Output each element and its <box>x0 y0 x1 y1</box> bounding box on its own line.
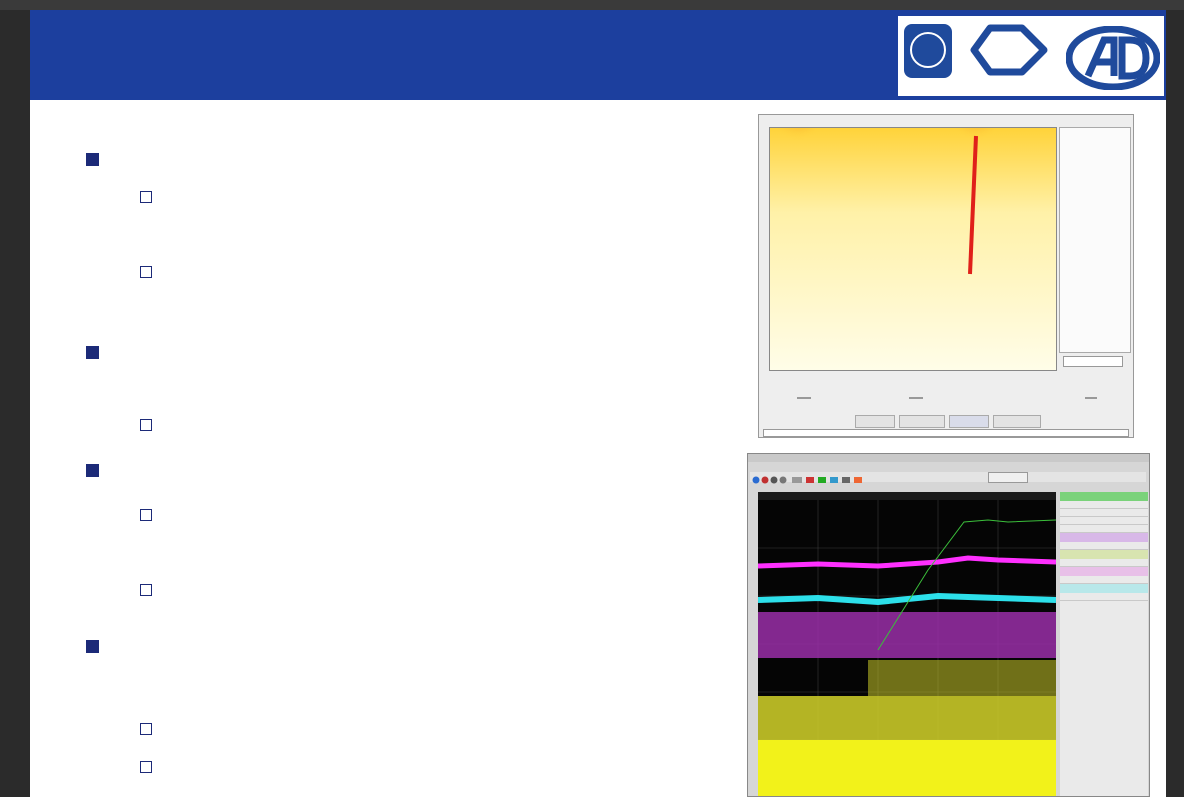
slide-header <box>30 10 1166 100</box>
update-button[interactable] <box>855 415 895 428</box>
screen-top-bar <box>0 0 1184 10</box>
unfreeze-button[interactable] <box>899 415 945 428</box>
m-field[interactable] <box>763 429 1129 437</box>
checkbox-bullet-icon <box>140 191 152 203</box>
freeze-button[interactable] <box>949 415 989 428</box>
scope-header <box>758 492 1056 500</box>
cern-logo <box>904 24 952 78</box>
presentation-slide <box>30 10 1166 797</box>
channel-row <box>1060 559 1148 567</box>
oasis-title <box>748 454 1150 462</box>
oasis-viewer-screenshot <box>747 453 1150 797</box>
channel-name[interactable] <box>1060 533 1148 542</box>
channel-row <box>1060 593 1148 601</box>
oasis-toolbar <box>750 472 1146 482</box>
checkbox-bullet-icon <box>140 723 152 735</box>
bullet-square-icon <box>86 464 99 477</box>
srp-side-panel <box>1059 127 1131 353</box>
slide-body <box>30 105 730 797</box>
nsamples-select[interactable] <box>909 397 923 399</box>
srp-controls <box>763 395 1131 409</box>
checkbox-bullet-icon <box>140 266 152 278</box>
bug-report-button[interactable] <box>988 472 1028 483</box>
channel-row <box>1060 576 1148 584</box>
channel-group-header[interactable] <box>1060 492 1148 501</box>
oscilloscope-display <box>758 492 1056 797</box>
channel-name[interactable] <box>1060 567 1148 576</box>
panel-row <box>1060 525 1148 533</box>
srp-menubar <box>763 117 773 124</box>
panel-row <box>1060 501 1148 509</box>
bullet-square-icon <box>86 153 99 166</box>
elena-logo <box>970 24 1050 96</box>
checkbox-bullet-icon <box>140 419 152 431</box>
srp-waterfall-screenshot <box>758 114 1134 438</box>
channel-panel <box>1060 492 1148 797</box>
bullet-square-icon <box>86 640 99 653</box>
channel-row <box>1060 542 1148 550</box>
start-select[interactable] <box>1063 356 1123 367</box>
checkbox-bullet-icon <box>140 509 152 521</box>
waterfall-plot <box>769 127 1057 371</box>
channel-name[interactable] <box>1060 584 1148 593</box>
hscale-select[interactable] <box>797 397 811 399</box>
ad-logo <box>1066 26 1160 90</box>
panel-row <box>1060 517 1148 525</box>
channel-name[interactable] <box>1060 550 1148 559</box>
bullet-square-icon <box>86 346 99 359</box>
tomogram-button[interactable] <box>993 415 1041 428</box>
panel-row <box>1060 509 1148 517</box>
checkbox-bullet-icon <box>140 584 152 596</box>
checkbox-bullet-icon <box>140 761 152 773</box>
vscale-select[interactable] <box>1085 397 1097 399</box>
logo-strip <box>898 16 1164 96</box>
x-axis <box>763 375 1063 393</box>
